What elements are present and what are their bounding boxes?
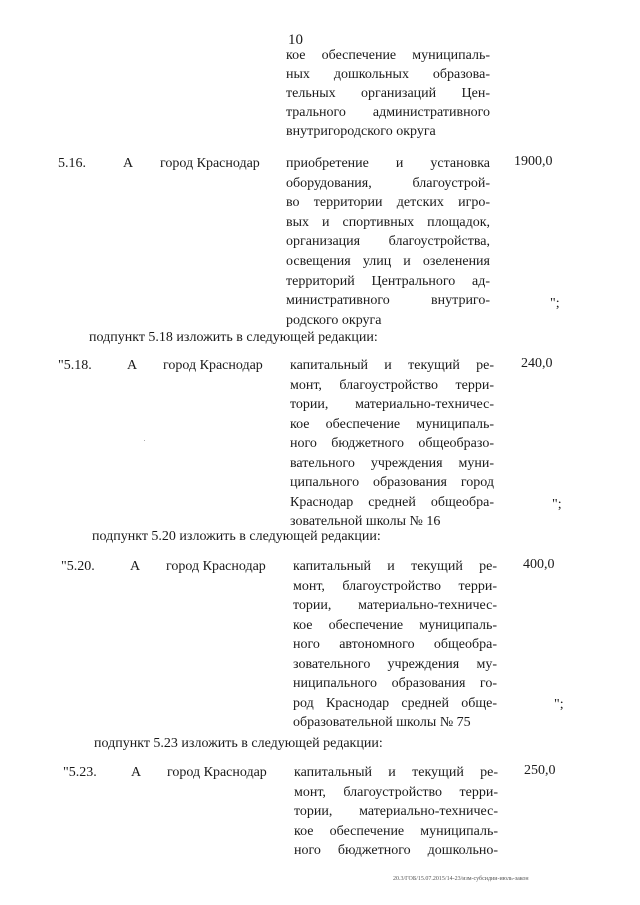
text-line: приобретение и установка [286, 156, 490, 171]
text-line: ного бюджетного общеобразо- [290, 436, 494, 451]
text-line: капитальный и текущий ре- [294, 765, 498, 780]
row-city: город Краснодар [167, 765, 267, 780]
text-line: вых и спортивных площадок, [286, 214, 490, 230]
text-line: монт, благоустройство терри- [294, 784, 498, 800]
row-number: 5.16. [58, 156, 86, 171]
text-line: оборудования, благоустрой- [286, 175, 490, 191]
row-city: город Краснодар [160, 156, 260, 171]
text-line: тории, материально-техничес- [294, 804, 498, 819]
text-line: капитальный и текущий ре- [290, 358, 494, 373]
subpoint-heading: подпункт 5.20 изложить в следующей редакции: [92, 529, 381, 544]
text-line: ного бюджетного дошкольно- [294, 843, 498, 858]
text-line: тории, материально-техничес- [290, 397, 494, 412]
row-amount: 1900,0 [514, 154, 553, 169]
row-closing-quote: "; [550, 296, 560, 311]
text-line: кое обеспечение муниципаль- [294, 823, 498, 839]
row-category: А [123, 156, 134, 171]
text-line: зовательной школы № 16 [290, 514, 441, 529]
row-amount: 400,0 [523, 557, 555, 572]
row-city: город Краснодар [166, 559, 266, 574]
continuation-text [286, 46, 490, 141]
text-line: родского округа [286, 312, 382, 328]
row-description [286, 154, 490, 330]
text-line: во территории детских игро- [286, 195, 490, 211]
text-line: тории, материально-техничес- [293, 598, 497, 613]
row-amount: 250,0 [524, 763, 556, 778]
text-line: Краснодар средней общеобра- [290, 494, 494, 510]
subpoint-heading: подпункт 5.18 изложить в следующей редакции: [89, 330, 378, 345]
text-line: ниципального образования го- [293, 676, 497, 691]
subpoint-heading: подпункт 5.23 изложить в следующей редакции: [94, 736, 383, 751]
text-line: ных дошкольных образова- [286, 67, 490, 82]
text-line: трального административного [286, 105, 490, 120]
row-number: "5.18. [58, 358, 92, 373]
scan-speck [144, 440, 145, 441]
text-line: ципального образования город [290, 475, 494, 490]
text-line: образовательной школы № 75 [293, 715, 471, 730]
row-category: А [131, 765, 142, 780]
text-line: кое обеспечение муниципаль- [286, 48, 490, 63]
row-category: А [127, 358, 138, 373]
text-line: кое обеспечение муниципаль- [293, 617, 497, 633]
row-category: А [130, 559, 141, 574]
text-line: тельных организаций Цен- [286, 86, 490, 101]
text-line: внутригородского округа [286, 124, 436, 139]
text-line: вательного учреждения муни- [290, 455, 494, 471]
row-closing-quote: "; [554, 697, 564, 712]
row-description [290, 356, 494, 532]
row-city: город Краснодар [163, 358, 263, 373]
text-line: монт, благоустройство терри- [293, 578, 497, 594]
text-line: род Краснодар средней обще- [293, 695, 497, 711]
text-line: ного автономного общеобра- [293, 637, 497, 652]
row-amount: 240,0 [521, 356, 553, 371]
row-closing-quote: "; [552, 497, 562, 512]
text-line: организация благоустройства, [286, 234, 490, 250]
text-line: зовательного учреждения му- [293, 656, 497, 672]
text-line: кое обеспечение муниципаль- [290, 416, 494, 432]
text-line: территорий Центрального ад- [286, 273, 490, 289]
text-line: освещения улиц и озеленения [286, 253, 490, 269]
row-description [293, 557, 497, 733]
footer-filename: 20.3/ГОБ/15.07.2015/14-23/изм-субсидии-июль-закон [393, 876, 529, 882]
text-line: монт, благоустройство терри- [290, 377, 494, 393]
text-line: министративного внутриго- [286, 293, 490, 309]
row-number: "5.23. [63, 765, 97, 780]
text-line: капитальный и текущий ре- [293, 559, 497, 574]
row-description [294, 763, 498, 861]
row-number: "5.20. [61, 559, 95, 574]
page-number: 10 [288, 32, 303, 48]
